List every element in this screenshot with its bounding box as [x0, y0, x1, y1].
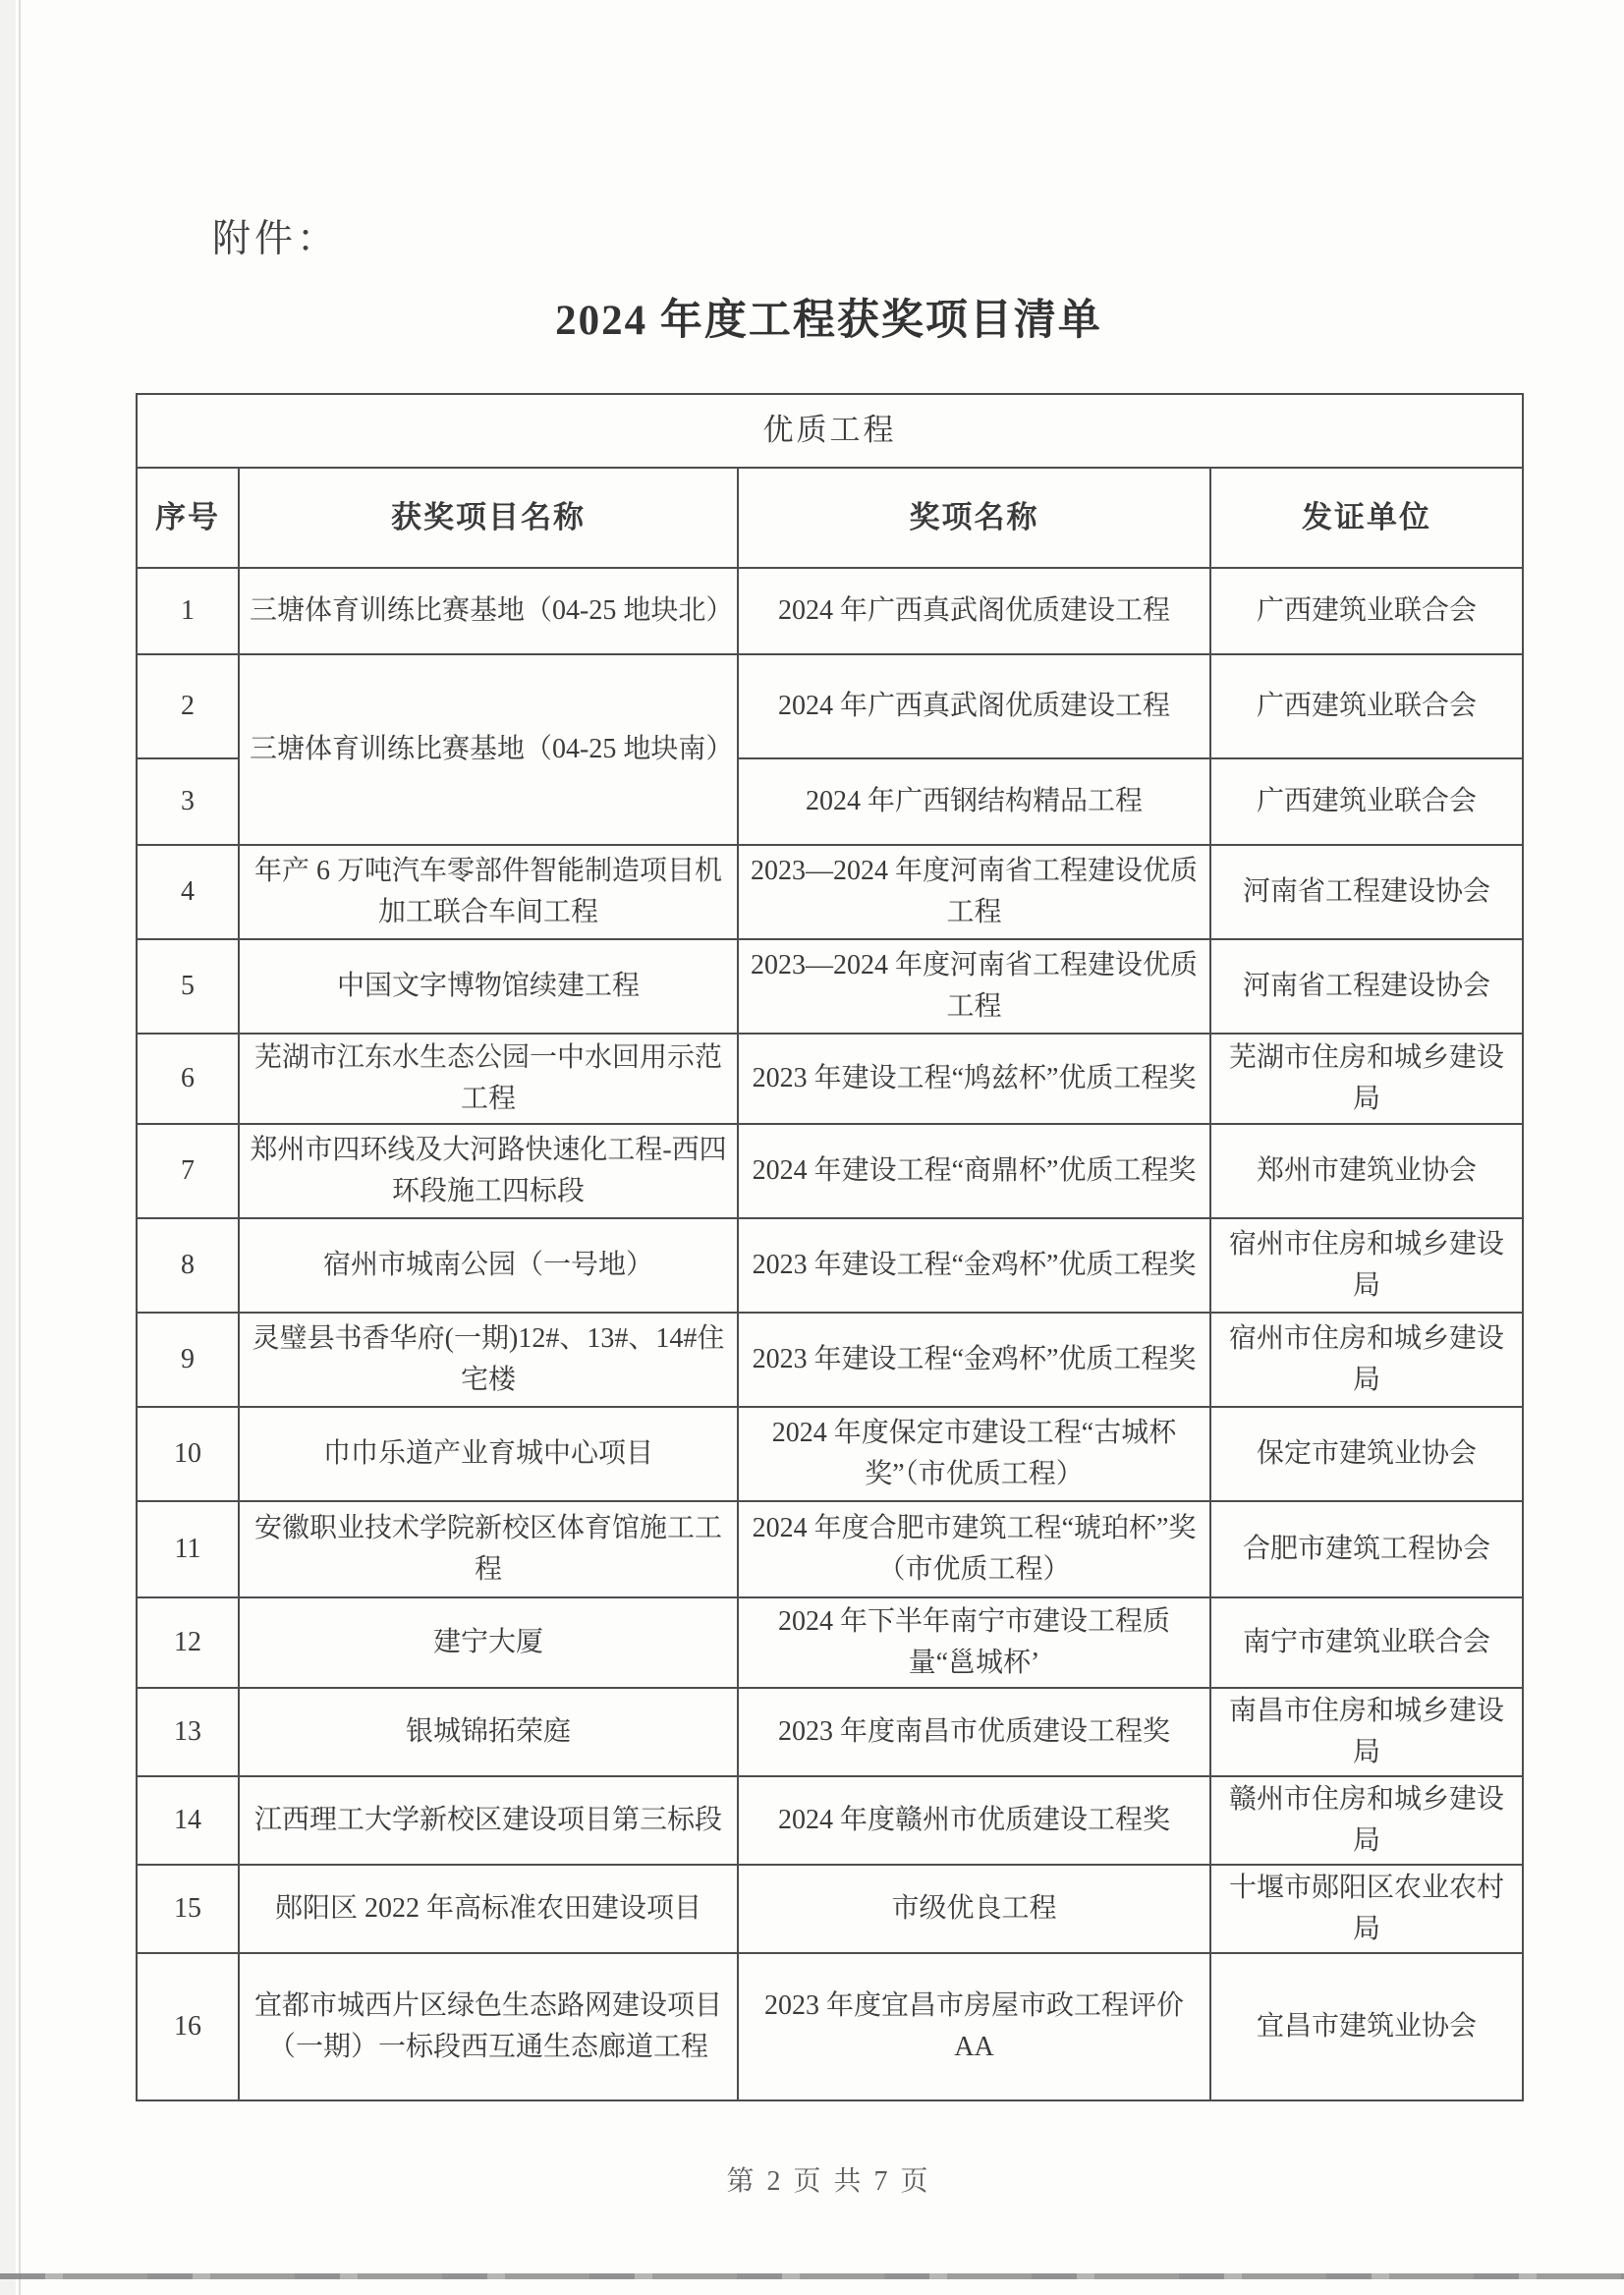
cell-issuer: 宜昌市建筑业协会 — [1210, 1953, 1523, 2100]
cell-no: 13 — [137, 1688, 239, 1776]
table-row — [137, 1597, 1523, 1688]
cell-award: 2023 年建设工程“鸠兹杯”优质工程奖 — [738, 1034, 1210, 1124]
cell-project: 建宁大厦 — [239, 1597, 738, 1688]
cell-project: 三塘体育训练比赛基地（04-25 地块北） — [239, 568, 738, 654]
cell-project: 江西理工大学新校区建设项目第三标段 — [239, 1776, 738, 1865]
table-row — [137, 939, 1523, 1034]
cell-no: 4 — [137, 845, 239, 939]
cell-project: 安徽职业技术学院新校区体育馆施工工程 — [239, 1501, 738, 1597]
cell-issuer: 十堰市郧阳区农业农村局 — [1210, 1865, 1523, 1953]
cell-project-merged: 三塘体育训练比赛基地（04-25 地块南） — [239, 654, 738, 845]
cell-issuer: 南昌市住房和城乡建设局 — [1210, 1688, 1523, 1776]
cell-award: 2024 年下半年南宁市建设工程质量“邕城杯’ — [738, 1597, 1210, 1688]
table-row — [137, 1865, 1523, 1953]
page-title: 2024 年度工程获奖项目清单 — [555, 298, 1102, 344]
scan-left-edge-line — [19, 0, 21, 2295]
table-row — [137, 568, 1523, 654]
cell-no: 6 — [137, 1034, 239, 1124]
cell-award: 2023 年度南昌市优质建设工程奖 — [738, 1688, 1210, 1776]
group-header-cell: 优质工程 — [137, 394, 1523, 468]
cell-issuer: 宿州市住房和城乡建设局 — [1210, 1313, 1523, 1407]
cell-project: 银城锦拓荣庭 — [239, 1688, 738, 1776]
cell-no: 16 — [137, 1953, 239, 2100]
cell-no: 7 — [137, 1124, 239, 1218]
scan-left-edge-band — [0, 0, 16, 2295]
scan-bottom-edge-line — [0, 2273, 1624, 2279]
cell-award: 市级优良工程 — [738, 1865, 1210, 1953]
cell-no: 1 — [137, 568, 239, 654]
table-group-header-row — [137, 394, 1523, 468]
cell-award: 2023 年度宜昌市房屋市政工程评价 AA — [738, 1953, 1210, 2100]
cell-issuer: 广西建筑业联合会 — [1210, 568, 1523, 654]
table-row — [137, 1034, 1523, 1124]
table-row — [137, 1218, 1523, 1313]
cell-no: 5 — [137, 939, 239, 1034]
cell-award: 2024 年广西真武阁优质建设工程 — [738, 568, 1210, 654]
cell-issuer: 河南省工程建设协会 — [1210, 939, 1523, 1034]
cell-project: 年产 6 万吨汽车零部件智能制造项目机加工联合车间工程 — [239, 845, 738, 939]
table-header-row — [137, 468, 1523, 568]
cell-project: 中国文字博物馆续建工程 — [239, 939, 738, 1034]
cell-issuer: 郑州市建筑业协会 — [1210, 1124, 1523, 1218]
cell-project: 巾巾乐道产业育城中心项目 — [239, 1407, 738, 1501]
cell-issuer: 广西建筑业联合会 — [1210, 654, 1523, 758]
column-header-issuer: 发证单位 — [1210, 468, 1523, 568]
cell-award: 2024 年度合肥市建筑工程“琥珀杯”奖（市优质工程） — [738, 1501, 1210, 1597]
award-projects-table — [136, 393, 1524, 2101]
page-number: 第 2 页 共 7 页 — [726, 2166, 931, 2197]
cell-award: 2024 年度赣州市优质建设工程奖 — [738, 1776, 1210, 1865]
cell-issuer: 河南省工程建设协会 — [1210, 845, 1523, 939]
cell-no: 15 — [137, 1865, 239, 1953]
cell-award: 2024 年建设工程“商鼎杯”优质工程奖 — [738, 1124, 1210, 1218]
table-row — [137, 1688, 1523, 1776]
cell-issuer: 合肥市建筑工程协会 — [1210, 1501, 1523, 1597]
cell-issuer: 保定市建筑业协会 — [1210, 1407, 1523, 1501]
table-row — [137, 845, 1523, 939]
table-row — [137, 1407, 1523, 1501]
cell-project: 宿州市城南公园（一号地） — [239, 1218, 738, 1313]
column-header-no: 序号 — [137, 468, 239, 568]
cell-no: 3 — [137, 758, 239, 845]
cell-award: 2024 年度保定市建设工程“古城杯奖”（市优质工程） — [738, 1407, 1210, 1501]
cell-no: 14 — [137, 1776, 239, 1865]
cell-project: 宜都市城西片区绿色生态路网建设项目（一期）一标段西互通生态廊道工程 — [239, 1953, 738, 2100]
cell-project: 芜湖市江东水生态公园一中水回用示范工程 — [239, 1034, 738, 1124]
cell-no: 2 — [137, 654, 239, 758]
cell-no: 11 — [137, 1501, 239, 1597]
table-row — [137, 654, 1523, 758]
cell-issuer: 宿州市住房和城乡建设局 — [1210, 1218, 1523, 1313]
column-header-award: 奖项名称 — [738, 468, 1210, 568]
cell-award: 2023—2024 年度河南省工程建设优质工程 — [738, 845, 1210, 939]
cell-project: 灵璧县书香华府(一期)12#、13#、14#住宅楼 — [239, 1313, 738, 1407]
cell-no: 12 — [137, 1597, 239, 1688]
cell-award: 2023—2024 年度河南省工程建设优质工程 — [738, 939, 1210, 1034]
table-row — [137, 1124, 1523, 1218]
table-row — [137, 1953, 1523, 2100]
cell-issuer: 南宁市建筑业联合会 — [1210, 1597, 1523, 1688]
cell-issuer: 广西建筑业联合会 — [1210, 758, 1523, 845]
column-header-project: 获奖项目名称 — [239, 468, 738, 568]
table-row — [137, 1313, 1523, 1407]
cell-issuer: 赣州市住房和城乡建设局 — [1210, 1776, 1523, 1865]
table-row — [137, 1501, 1523, 1597]
cell-award: 2024 年广西真武阁优质建设工程 — [738, 654, 1210, 758]
table-row — [137, 1776, 1523, 1865]
cell-project: 郧阳区 2022 年高标准农田建设项目 — [239, 1865, 738, 1953]
cell-project: 郑州市四环线及大河路快速化工程-西四环段施工四标段 — [239, 1124, 738, 1218]
cell-issuer: 芜湖市住房和城乡建设局 — [1210, 1034, 1523, 1124]
cell-no: 9 — [137, 1313, 239, 1407]
cell-no: 8 — [137, 1218, 239, 1313]
cell-award: 2023 年建设工程“金鸡杯”优质工程奖 — [738, 1313, 1210, 1407]
cell-no: 10 — [137, 1407, 239, 1501]
attachment-label: 附件： — [212, 218, 340, 260]
cell-award: 2024 年广西钢结构精品工程 — [738, 758, 1210, 845]
cell-award: 2023 年建设工程“金鸡杯”优质工程奖 — [738, 1218, 1210, 1313]
